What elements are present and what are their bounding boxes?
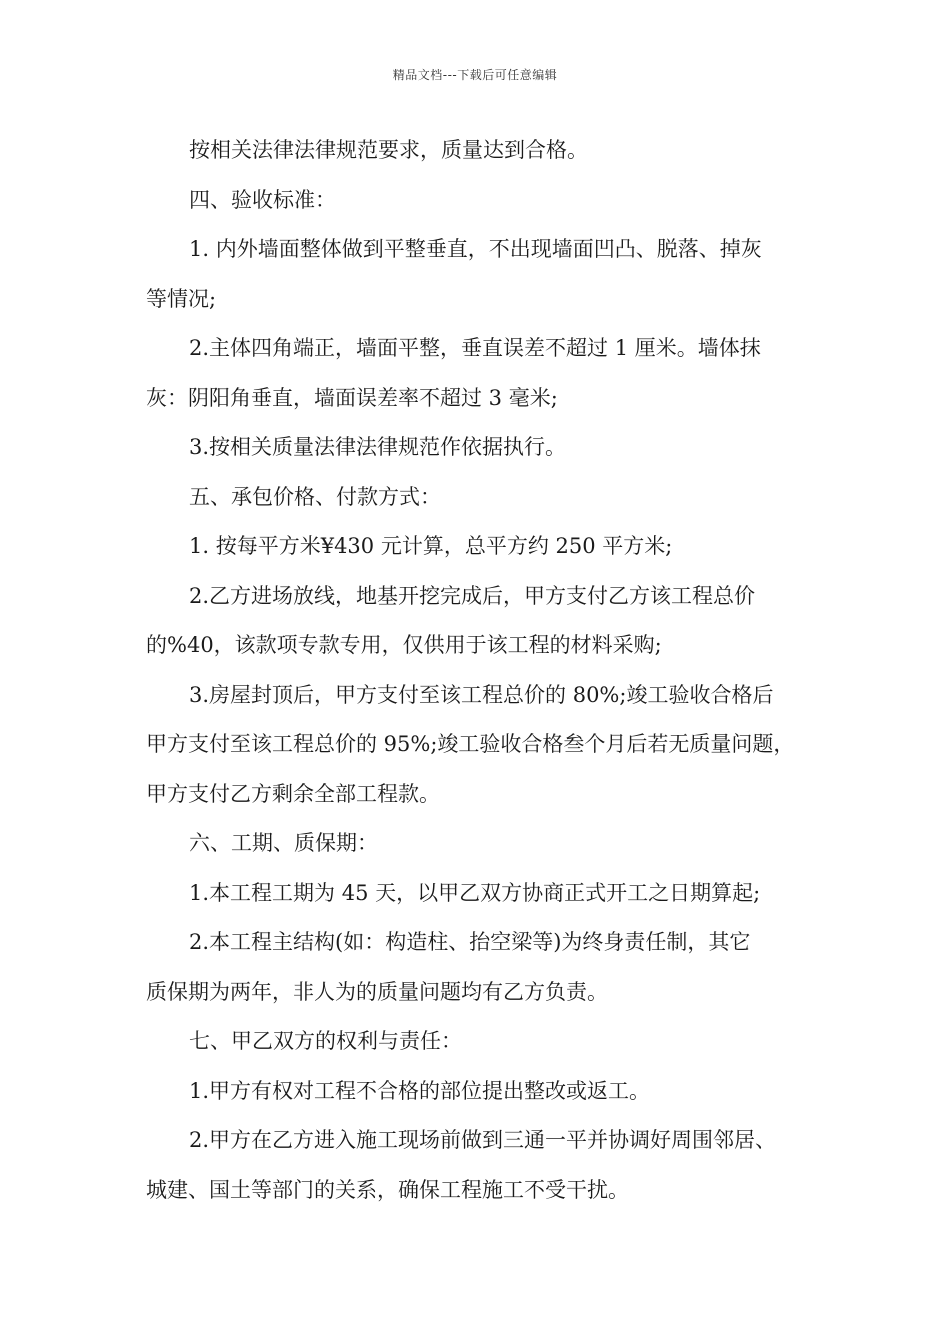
paragraph-line: 3.房屋封顶后，甲方支付至该工程总价的 80%;竣工验收合格后 <box>189 682 774 707</box>
paragraph-line: 的%40，该款项专款专用，仅供用于该工程的材料采购; <box>146 633 662 657</box>
paragraph-line: 1. 按每平方米¥430 元计算，总平方约 250 平方米; <box>189 534 673 558</box>
paragraph-line: 甲方支付乙方剩余全部工程款。 <box>146 781 440 806</box>
section-heading: 七、甲乙双方的权利与责任： <box>189 1029 462 1053</box>
paragraph-line: 按相关法律法律规范要求，质量达到合格。 <box>189 138 588 162</box>
document-body <box>146 126 818 1215</box>
paragraph-line: 1. 内外墙面整体做到平整垂直，不出现墙面凹凸、脱落、掉灰 <box>189 237 762 261</box>
paragraph-line: 2.乙方进场放线，地基开挖完成后，甲方支付乙方该工程总价 <box>189 583 756 608</box>
section-heading: 四、验收标准： <box>189 187 336 212</box>
page-header: 精品文档---下载后可任意编辑 <box>392 68 558 82</box>
paragraph-line: 2.本工程主结构(如：构造柱、抬空梁等)为终身责任制，其它 <box>189 930 751 954</box>
paragraph-line: 等情况; <box>146 286 217 311</box>
paragraph-line: 1.本工程工期为 45 天，以甲乙双方协商正式开工之日期算起; <box>189 880 761 905</box>
paragraph-line: 1.甲方有权对工程不合格的部位提出整改或返工。 <box>189 1078 651 1103</box>
paragraph-line: 3.按相关质量法律法律规范作依据执行。 <box>189 435 567 459</box>
paragraph-line: 2.甲方在乙方进入施工现场前做到三通一平并协调好周围邻居、 <box>189 1128 777 1152</box>
paragraph-line: 灰：阴阳角垂直，墙面误差率不超过 3 毫米; <box>146 385 558 410</box>
paragraph-line: 质保期为两年，非人为的质量问题均有乙方负责。 <box>146 979 608 1004</box>
paragraph-line: 2.主体四角端正，墙面平整，垂直误差不超过 1 厘米。墙体抹 <box>189 336 761 360</box>
paragraph-line: 甲方支付至该工程总价的 95%;竣工验收合格叁个月后若无质量问题， <box>146 732 795 756</box>
section-heading: 六、工期、质保期： <box>189 831 378 855</box>
section-heading: 五、承包价格、付款方式： <box>189 484 441 509</box>
paragraph-line: 城建、国土等部门的关系，确保工程施工不受干扰。 <box>146 1177 629 1202</box>
